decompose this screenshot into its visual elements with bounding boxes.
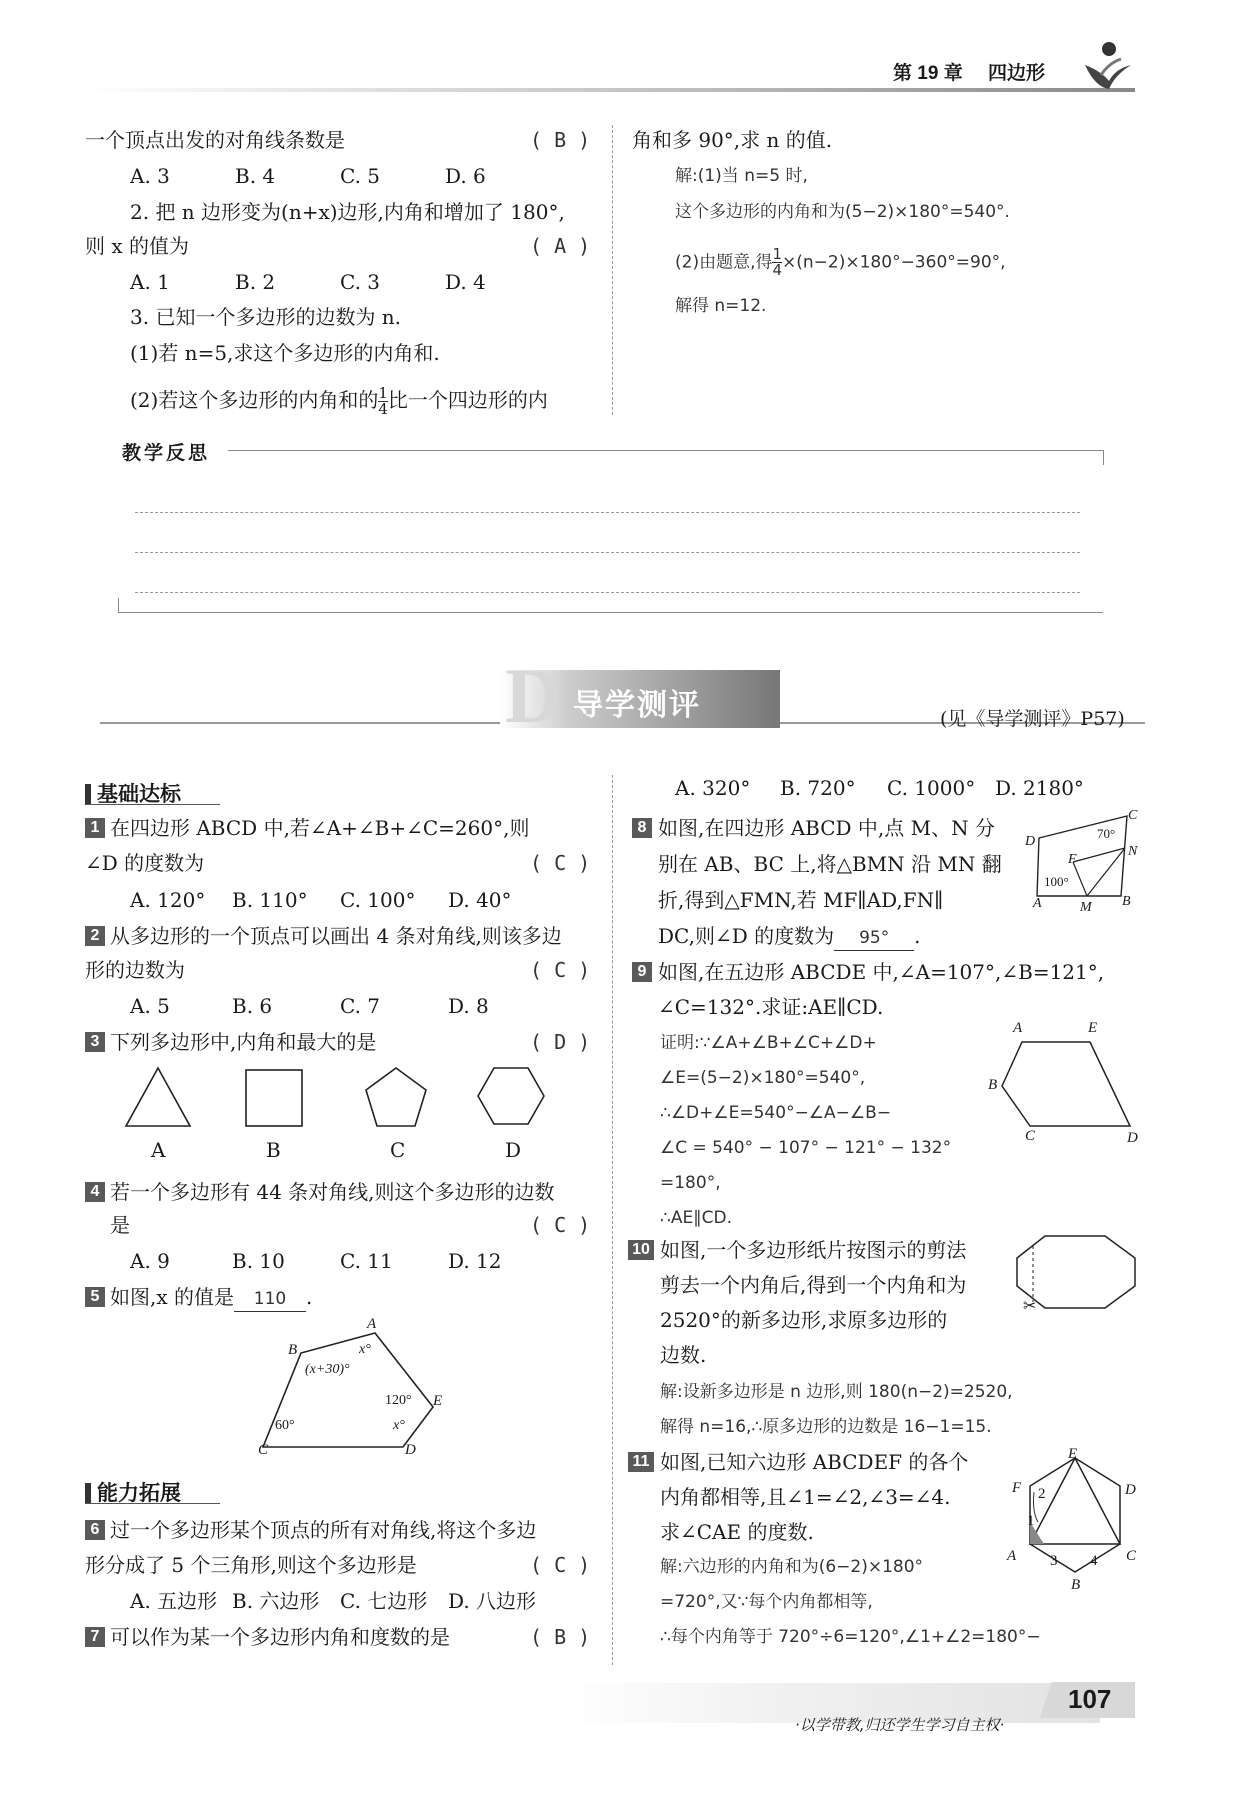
q4-answer: ( C ) (530, 1213, 591, 1237)
q7-opt-b: B. 720° (780, 776, 856, 800)
top-q2-opt-d: D. 4 (445, 270, 486, 294)
q3-shape-label-c: C (390, 1138, 406, 1162)
q5-label-120: 120° (385, 1393, 412, 1408)
top-q3-part1: (1)若 n=5,求这个多边形的内角和. (130, 341, 440, 365)
q8-label-a: A (1033, 896, 1042, 911)
q3-shape-label-b: B (266, 1138, 281, 1162)
top-q1-answer: ( B ) (530, 128, 591, 152)
q5-label-d: D (405, 1442, 416, 1458)
q4-line2: 是 (110, 1213, 130, 1237)
q11-line1: 如图,已知六边形 ABCDEF 的各个 (660, 1450, 969, 1474)
q3-shapes-figure (110, 1062, 570, 1142)
page-number: 107 (1068, 1684, 1112, 1714)
top-q2-line2: 则 x 的值为 (85, 234, 189, 258)
q9-proof-1: 证明:∵∠A+∠B+∠C+∠D+ (660, 1033, 877, 1053)
q2-answer: ( C ) (530, 958, 591, 982)
q8-label-f: F (1068, 852, 1077, 867)
top-sol-2: 这个多边形的内角和为(5−2)×180°=540°. (675, 202, 1010, 222)
section-basic-underline (85, 804, 220, 805)
chapter-title: 四边形 (988, 63, 1046, 84)
q8-label-n: N (1128, 844, 1138, 859)
q1-opt-d: D. 40° (448, 888, 512, 912)
q8-label-70: 70° (1097, 826, 1116, 841)
q4-opt-a: A. 9 (130, 1249, 170, 1273)
q5-label-x1: x° (359, 1342, 371, 1357)
q10-line1: 如图,一个多边形纸片按图示的剪法 (660, 1238, 967, 1262)
q9-proof-3: ∴∠D+∠E=540°−∠A−∠B− (660, 1103, 892, 1123)
q11-label-2: 2 (1038, 1486, 1046, 1502)
q6-answer: ( C ) (530, 1553, 591, 1577)
q8-label-b: B (1122, 894, 1131, 909)
q4-opt-c: C. 11 (340, 1249, 393, 1273)
q11-label-f: F (1012, 1480, 1022, 1496)
q9-label-e: E (1088, 1020, 1098, 1036)
q9-label-d: D (1127, 1130, 1138, 1146)
q1-opt-b: B. 110° (232, 888, 308, 912)
reflection-top-rule (228, 450, 1103, 451)
chapter-label: 第 19 章 (893, 63, 963, 84)
top-q3-part2 (130, 386, 548, 417)
q5-label-b: B (288, 1342, 298, 1358)
q3-line1: 下列多边形中,内角和最大的是 (110, 1030, 377, 1054)
q5-pentagon-figure (255, 1315, 455, 1465)
column-divider-bottom (612, 775, 613, 1665)
q11-sol-3: ∴每个内角等于 720°÷6=120°,∠1+∠2=180°− (660, 1627, 1041, 1647)
q11-number: 11 (628, 1452, 654, 1472)
q8-label-d: D (1025, 834, 1036, 849)
q10-line4: 边数. (660, 1343, 707, 1367)
q11-label-d: D (1125, 1482, 1136, 1498)
q6-line2: 形分成了 5 个三角形,则这个多边形是 (85, 1553, 417, 1577)
top-q2-opt-c: C. 3 (340, 270, 381, 294)
banner-letter: D (505, 652, 562, 739)
q6-opt-c: C. 七边形 (340, 1589, 428, 1613)
q2-opt-b: B. 6 (232, 994, 273, 1018)
q5-label-x2: x° (393, 1418, 405, 1433)
triangle-shape (126, 1068, 190, 1126)
reflection-left-rule (118, 598, 119, 612)
q9-label-c: C (1025, 1128, 1036, 1144)
q9-label-b: B (988, 1077, 998, 1093)
q1-number: 1 (85, 818, 105, 838)
q9-proof-4: ∠C = 540° − 107° − 121° − 132° (660, 1138, 952, 1158)
column-divider-top (612, 125, 613, 415)
q5-label-e: E (433, 1393, 443, 1409)
q3-shape-label-d: D (505, 1138, 522, 1162)
top-q1-opt-b: B. 4 (235, 164, 276, 188)
q7-number: 7 (85, 1627, 105, 1647)
q11-label-4: 4 (1090, 1553, 1098, 1569)
reflection-label: 教学反思 (122, 443, 211, 464)
top-q1-opt-c: C. 5 (340, 164, 381, 188)
hexagon-shape (478, 1068, 544, 1124)
q2-opt-d: D. 8 (448, 994, 489, 1018)
q5-label-a: A (367, 1316, 377, 1332)
q8-line4: DC,则∠D 的度数为 95° . (658, 924, 921, 951)
q6-opt-a: A. 五边形 (130, 1589, 218, 1613)
q10-number: 10 (628, 1240, 654, 1260)
q5-fill-blank: 110 (234, 1287, 306, 1312)
q2-number: 2 (85, 926, 105, 946)
q4-opt-b: B. 10 (232, 1249, 285, 1273)
q9-proof-5: =180°, (660, 1173, 721, 1193)
q11-label-3: 3 (1050, 1553, 1058, 1569)
q9-label-a: A (1013, 1020, 1023, 1036)
q11-line2: 内角都相等,且∠1=∠2,∠3=∠4. (660, 1485, 951, 1509)
q8-number: 8 (632, 818, 652, 838)
q2-line1: 从多边形的一个顶点可以画出 4 条对角线,则该多边 (110, 924, 562, 948)
q2-opt-a: A. 5 (130, 994, 170, 1018)
square-shape (246, 1070, 302, 1126)
q11-sol-2: =720°,又∵每个内角都相等, (660, 1592, 873, 1612)
q9-pentagon-figure (1000, 1030, 1140, 1140)
fraction-quarter-hw: $\frac{1}{4}$ (772, 245, 783, 279)
q8-fill-blank: 95° (834, 926, 914, 951)
reflection-line-1 (135, 512, 1080, 513)
top-q2-opt-a: A. 1 (130, 270, 170, 294)
q1-line1: 在四边形 ABCD 中,若∠A+∠B+∠C=260°,则 (110, 816, 530, 840)
q6-opt-d: D. 八边形 (448, 1589, 537, 1613)
top-sol-4: 解得 n=12. (675, 296, 767, 316)
top-q3-part2-b: 比一个四边形的内 (387, 388, 548, 412)
q3-number: 3 (85, 1032, 105, 1052)
header-bar (85, 88, 1135, 92)
reflection-bottom-rule (118, 612, 1103, 613)
q2-opt-c: C. 7 (340, 994, 381, 1018)
q1-opt-c: C. 100° (340, 888, 416, 912)
reflection-line-2 (135, 552, 1080, 553)
q5-number: 5 (85, 1287, 105, 1307)
q3-shape-label-a: A (151, 1138, 166, 1162)
q4-line1: 若一个多边形有 44 条对角线,则这个多边形的边数 (110, 1180, 555, 1204)
top-q3-part2-a: (2)若这个多边形的内角和的 (130, 388, 379, 412)
q7-line1: 可以作为某一个多边形内角和度数的是 (110, 1625, 450, 1649)
q8-line1: 如图,在四边形 ABCD 中,点 M、N 分 (658, 816, 995, 840)
leaf-logo-icon (1075, 35, 1135, 95)
q9-line1: 如图,在五边形 ABCDE 中,∠A=107°,∠B=121°, (658, 960, 1105, 984)
q9-number: 9 (632, 962, 652, 982)
q9-proof-6: ∴AE∥CD. (660, 1208, 733, 1228)
q9-proof-2: ∠E=(5−2)×180°=540°, (660, 1068, 866, 1088)
footer-slogan: ·以学带教,归还学生学习自主权· (795, 1716, 1005, 1734)
banner-title: 导学测评 (573, 689, 701, 722)
q6-number: 6 (85, 1520, 105, 1540)
q2-line2: 形的边数为 (85, 958, 185, 982)
scissors-icon: ✂ (1023, 1296, 1037, 1315)
q11-label-b: B (1071, 1577, 1081, 1593)
q4-opt-d: D. 12 (448, 1249, 502, 1273)
q11-label-c: C (1126, 1548, 1137, 1564)
q11-label-1: 1 (1027, 1513, 1035, 1529)
q11-sol-1: 解:六边形的内角和为(6−2)×180° (660, 1557, 924, 1577)
top-sol-3: (2)由题意,得 $\frac{1}{4}$ ×(n−2)×180°−360°=90°, (675, 245, 1006, 279)
q10-sol-1: 解:设新多边形是 n 边形,则 180(n−2)=2520, (660, 1382, 1013, 1402)
section-extend: 能力拓展 (85, 1477, 181, 1507)
q7-opt-a: A. 320° (675, 776, 751, 800)
top-sol-1: 解:(1)当 n=5 时, (675, 166, 808, 186)
top-q2-line1: 2. 把 n 边形变为(n+x)边形,内角和增加了 180°, (130, 200, 565, 224)
top-q3-cont: 角和多 90°,求 n 的值. (632, 128, 833, 152)
reflection-line-3 (135, 592, 1080, 593)
q5-label-60: 60° (275, 1418, 295, 1433)
q11-line3: 求∠CAE 的度数. (660, 1520, 814, 1544)
section-extend-underline (85, 1503, 220, 1504)
top-q1-opt-d: D. 6 (445, 164, 486, 188)
q7-opt-d: D. 2180° (995, 776, 1084, 800)
q8-line2: 别在 AB、BC 上,将△BMN 沿 MN 翻 (658, 852, 1002, 876)
q1-answer: ( C ) (530, 851, 591, 875)
q8-line3: 折,得到△FMN,若 MF∥AD,FN∥ (658, 888, 944, 912)
top-q1-opt-a: A. 3 (130, 164, 170, 188)
fraction-quarter: $\frac{1}{4}$ (378, 384, 388, 418)
section-basic: 基础达标 (85, 778, 181, 808)
q10-line2: 剪去一个内角后,得到一个内角和为 (660, 1273, 967, 1297)
reflection-right-rule (1103, 450, 1104, 465)
top-q3-stem: 3. 已知一个多边形的边数为 n. (130, 305, 402, 329)
q4-number: 4 (85, 1182, 105, 1202)
banner-ref: (见《导学测评》P57) (940, 708, 1125, 730)
q6-opt-b: B. 六边形 (232, 1589, 320, 1613)
q5-label-x30: (x+30)° (305, 1362, 350, 1377)
q8-label-100: 100° (1044, 874, 1069, 889)
q6-line1: 过一个多边形某个顶点的所有对角线,将这个多边 (110, 1518, 537, 1542)
q11-label-a: A (1007, 1548, 1017, 1564)
q1-opt-a: A. 120° (130, 888, 206, 912)
q1-line2: ∠D 的度数为 (85, 851, 205, 875)
q7-opt-c: C. 1000° (887, 776, 976, 800)
q8-label-m: M (1080, 900, 1092, 915)
q9-line2: ∠C=132°.求证:AE∥CD. (658, 995, 884, 1019)
q11-label-e: E (1068, 1446, 1078, 1462)
q8-label-c: C (1128, 808, 1138, 823)
q7-answer: ( B ) (530, 1625, 591, 1649)
q5-label-c: C (258, 1442, 269, 1458)
top-q2-answer: ( A ) (530, 234, 591, 258)
pentagon-shape (366, 1068, 426, 1126)
q3-answer: ( D ) (530, 1030, 591, 1054)
top-q1-tail: 一个顶点出发的对角线条数是 (85, 128, 345, 152)
q10-sol-2: 解得 n=16,∴原多边形的边数是 16−1=15. (660, 1417, 992, 1437)
top-q2-opt-b: B. 2 (235, 270, 276, 294)
q5-line1: 如图,x 的值是 110 . (110, 1285, 312, 1312)
q10-line3: 2520°的新多边形,求原多边形的 (660, 1308, 948, 1332)
